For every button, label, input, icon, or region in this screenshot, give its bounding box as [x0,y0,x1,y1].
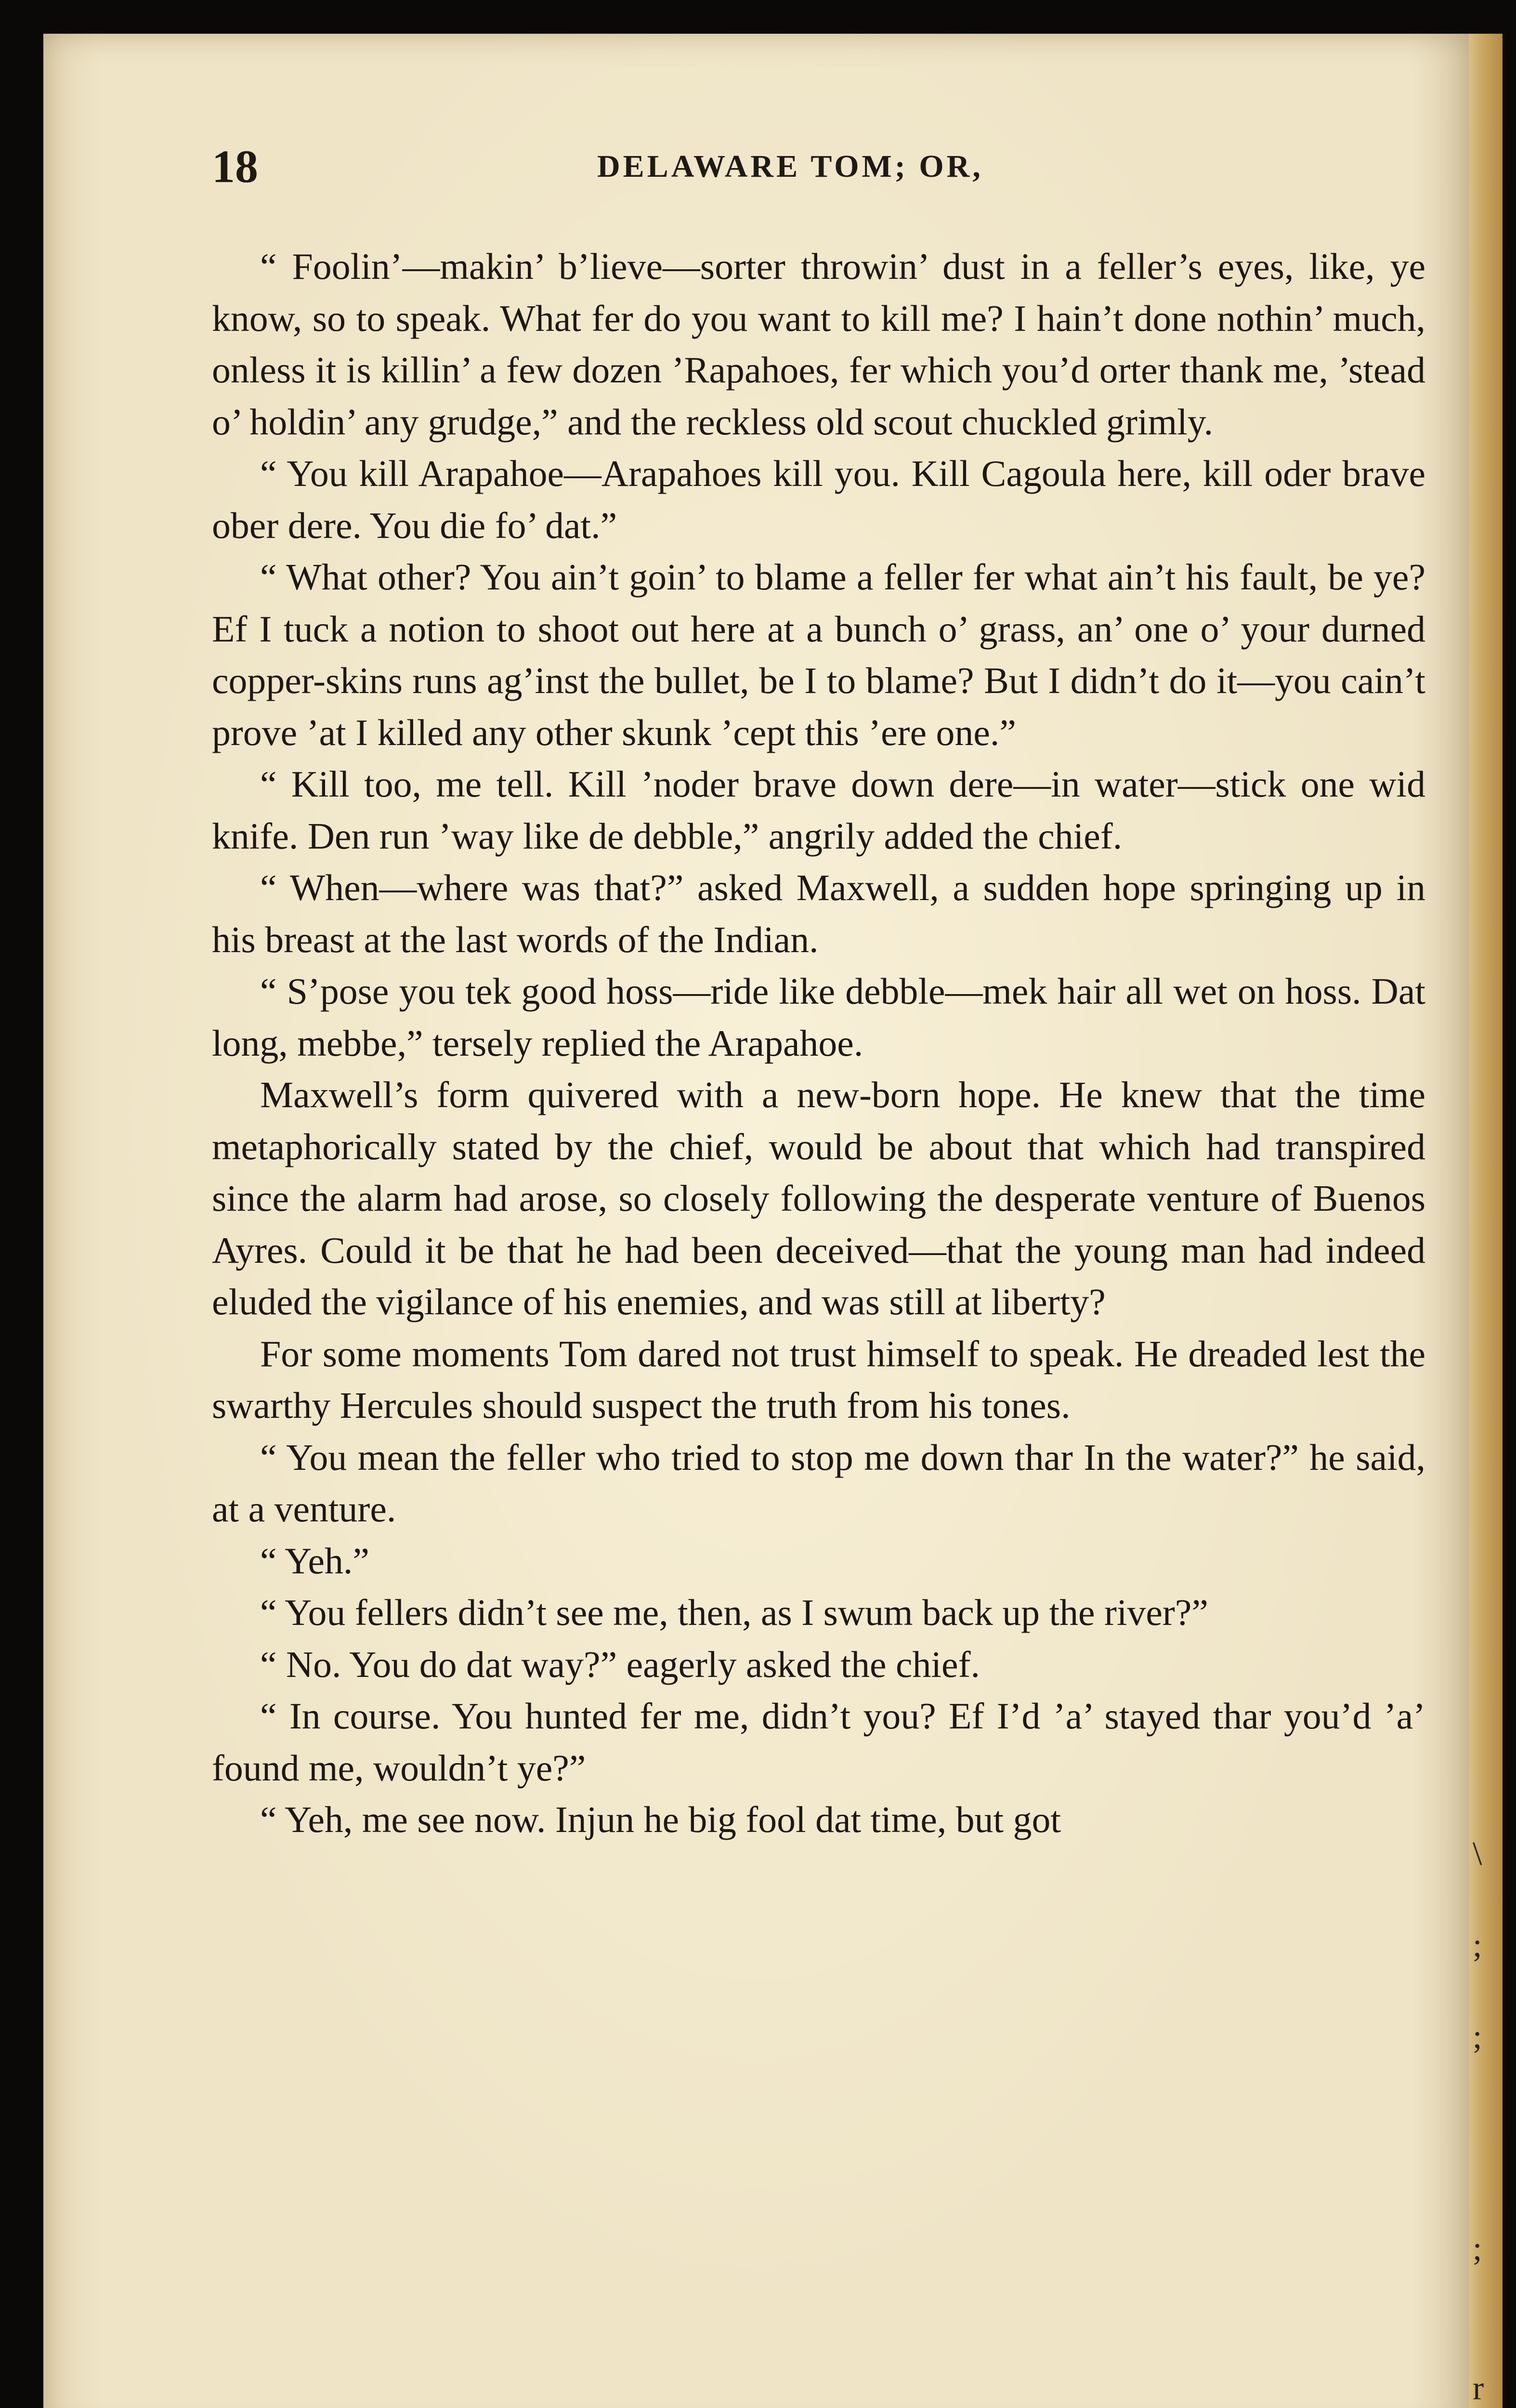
paragraph: “ Yeh.” [260,1540,369,1582]
page-header [212,140,1454,193]
paragraph: For some moments Tom dared not trust himself to speak. He dreaded lest the swarthy Hercules should suspect the truth from his tones. [212,1333,1425,1426]
paragraph: “ No. You do dat way?” eagerly asked the chief. [260,1643,980,1685]
paragraph: “ You fellers didn’t see me, then, as I swum back up the river?” [260,1592,1208,1633]
paragraph: “ In course. You hunted fer me, didn’t you? Ef I’d ’a’ stayed thar you’d ’a’ found me, wouldn’t ye?” [212,1695,1425,1789]
paragraph: “ Kill too, me tell. Kill ’noder brave down dere—in water—stick one wid knife. Den run ’way like de debble,” angrily added the chief. [212,763,1425,857]
paragraph: “ You kill Arapahoe—Arapahoes kill you. Kill Cagoula here, kill oder brave ober dere. You die fo’ dat.” [212,453,1425,546]
paragraph: “ Foolin’—makin’ b’lieve—sorter throwin’ dust in a feller’s eyes, like, ye know, so to speak. What fer do you want to kill me? I hain’t done nothin’ much, onless it is killin’ a few dozen ’Rapahoes, fer which you’d orter thank me, ’stead o’ holdin’ any grudge,” and the reckless old scout chuckled grimly. [212,246,1425,443]
paragraph: “ When—where was that?” asked Maxwell, a sudden hope springing up in his breast at the last words of the Indian. [212,867,1425,960]
body-text [212,241,1425,1846]
next-page-edge: \ ; ; ; r [1469,34,1503,2408]
page-number: 18 [212,141,258,192]
paragraph: “ S’pose you tek good hoss—ride like debble—mek hair all wet on hoss. Dat long, mebbe,” tersely replied the Arapahoe. [212,970,1425,1064]
running-head: DELAWARE TOM; OR, [597,149,983,184]
paragraph: Maxwell’s form quivered with a new-born hope. He knew that the time metaphorically stated by the chief, would be about that which had transpired since the alarm had arose, so closely following the desperate venture of Buenos Ayres. Could it be that he had been deceived—that the young man had indeed eluded the vigilance of his enemies, and was still at liberty? [212,1074,1425,1322]
paragraph: “ What other? You ain’t goin’ to blame a feller fer what ain’t his fault, be ye? Ef I tuck a notion to shoot out here at a bunch o’ grass, an’ one o’ your durned copper-skins runs ag’inst the bullet, be I to blame? But I didn’t do it—you cain’t prove ’at I killed any other skunk ’cept this ’ere one.” [212,556,1425,753]
paragraph: “ You mean the feller who tried to stop me down thar In the water?” he said, at a venture. [212,1436,1425,1530]
paragraph: “ Yeh, me see now. Injun he big fool dat time, but got [260,1799,1061,1840]
